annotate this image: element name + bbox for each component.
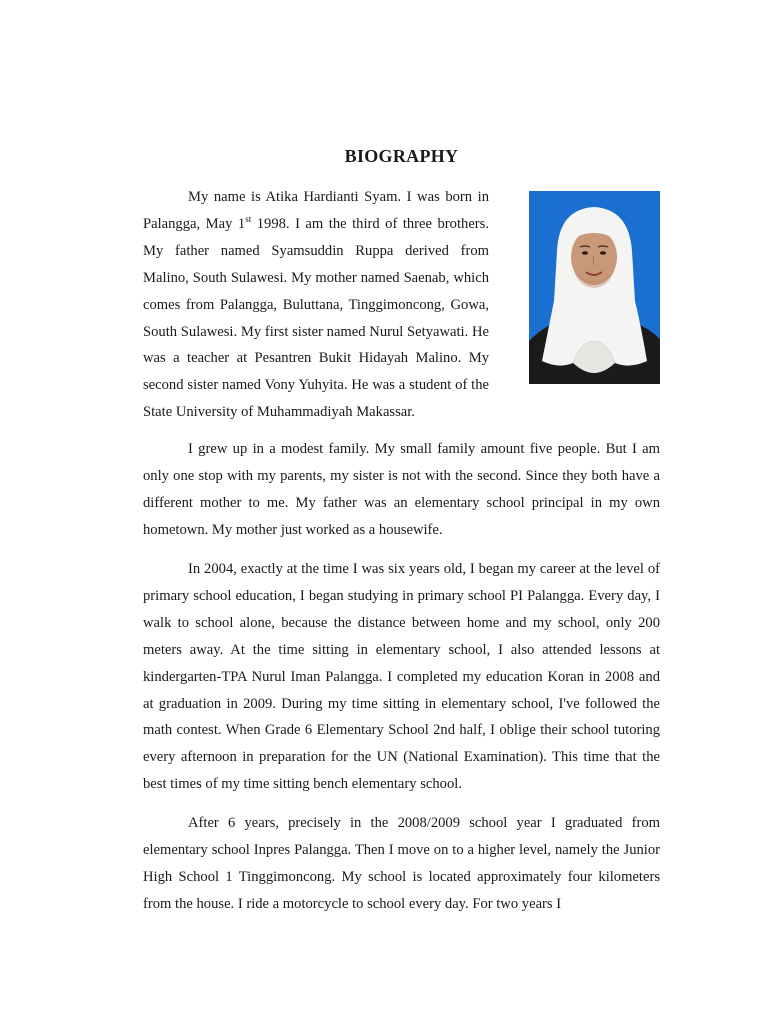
portrait-illustration bbox=[529, 191, 660, 384]
ordinal-suffix: st bbox=[245, 214, 252, 225]
portrait-photo bbox=[529, 191, 660, 384]
paragraph-4: After 6 years, precisely in the 2008/2009 school year I graduated from elementary school Inpres Palangga. Then I move on to a higher level, namely the Junior High School 1 Tinggimoncong. My school is located approximately four kilometers from the house. I ride a motorcycle to school every day. For two years I bbox=[143, 815, 660, 912]
paragraph-1 bbox=[143, 184, 660, 426]
paragraph-3: In 2004, exactly at the time I was six years old, I began my career at the level of primary school education, I began studying in primary school PI Palangga. Every day, I walk to school alone, because the distance between home and my school, only 200 meters away. At the time sitting in elementary school, I also attended lessons at kindergarten-TPA Nurul Iman Palangga. I completed my education Koran in 2008 and at graduation in 2009. During my time sitting in elementary school, I've followed the math contest. When Grade 6 Elementary School 2nd half, I oblige their school tutoring every afternoon in preparation for the UN (National Examination). This time that the best times of my time sitting bench elementary school. bbox=[143, 561, 660, 793]
paragraph-2: I grew up in a modest family. My small family amount five people. But I am only one stop with my parents, my sister is not with the second. Since they both have a different mother to me. My father was an elementary school principal in my own hometown. My mother just worked as a housewife. bbox=[143, 441, 660, 538]
paragraph-1-text-b: 1998. I am the third of three brothers. My father named Syamsuddin Ruppa derived from Malino, South Sulawesi. My mother named Saenab, which comes from Palangga, Buluttana, Tinggimoncong, Gowa, South Sulawesi. My first sister named Nurul Setyawati. He was a teacher at Pesantren Bukit Hidayah Malino. My second sister named Vony Yuhyita. He was a student of the State University of Muhammadiyah Makassar. bbox=[143, 215, 489, 421]
paragraph-1-text-a: My name is Atika Hardianti Syam. I was born in Palangga, May 1 bbox=[143, 189, 489, 232]
page-title: BIOGRAPHY bbox=[344, 146, 459, 166]
